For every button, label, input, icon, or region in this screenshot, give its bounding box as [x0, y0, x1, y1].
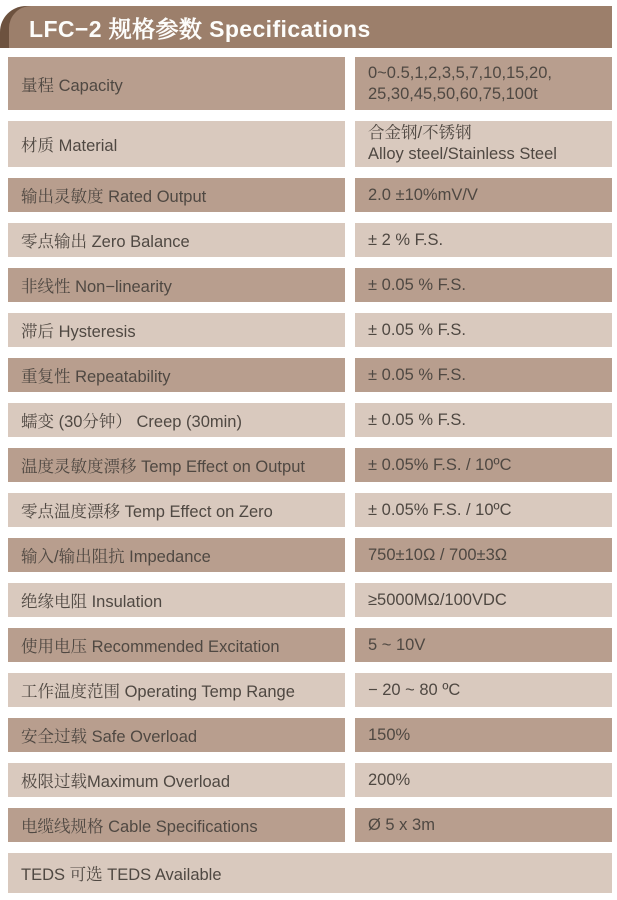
spec-label: 安全过载 Safe Overload: [8, 718, 345, 752]
spec-row-impedance: [8, 538, 612, 572]
spec-label: 输入/输出阻抗 Impedance: [8, 538, 345, 572]
spec-row-non-linearity: [8, 268, 612, 302]
spec-label: 极限过载Maximum Overload: [8, 763, 345, 797]
spec-label: TEDS 可选 TEDS Available: [8, 853, 612, 893]
spec-row-creep: [8, 403, 612, 437]
spec-value: [355, 358, 612, 392]
spec-value-line: ± 0.05 % F.S.: [368, 275, 467, 294]
spec-label: 蠕变 (30分钟） Creep (30min): [8, 403, 345, 437]
spec-label: 使用电压 Recommended Excitation: [8, 628, 345, 662]
spec-value-line: ± 0.05 % F.S.: [368, 365, 467, 384]
spec-value: [355, 403, 612, 437]
spec-value-line: Ø 5 x 3m: [368, 815, 435, 834]
spec-value-line: 2.0 ±10%mV/V: [368, 185, 478, 204]
spec-row-zero-balance: [8, 223, 612, 257]
spec-value: [355, 763, 612, 797]
spec-value-line: − 20 ~ 80 ºC: [368, 680, 461, 699]
spec-label: 重复性 Repeatability: [8, 358, 345, 392]
spec-label: 温度灵敏度漂移 Temp Effect on Output: [8, 448, 345, 482]
spec-row-operating-temp: [8, 673, 612, 707]
spec-value-line: ≥5000MΩ/100VDC: [368, 590, 507, 609]
spec-row-capacity: [8, 57, 612, 110]
spec-label: 量程 Capacity: [8, 57, 345, 110]
spec-value-line: 150%: [368, 725, 411, 744]
spec-row-temp-effect-zero: [8, 493, 612, 527]
spec-row-insulation: [8, 583, 612, 617]
spec-value-line: ± 0.05 % F.S.: [368, 410, 467, 429]
spec-value: [355, 673, 612, 707]
spec-value: [355, 178, 612, 212]
spec-row-temp-effect-output: [8, 448, 612, 482]
spec-value: [355, 808, 612, 842]
spec-value-line: 200%: [368, 770, 411, 789]
spec-row-safe-overload: [8, 718, 612, 752]
spec-label: 电缆线规格 Cable Specifications: [8, 808, 345, 842]
spec-value: [355, 583, 612, 617]
specifications-table: [8, 57, 612, 893]
spec-label: 工作温度范围 Operating Temp Range: [8, 673, 345, 707]
spec-value: [355, 223, 612, 257]
spec-row-repeatability: [8, 358, 612, 392]
spec-value-line: 25,30,45,50,60,75,100t: [368, 84, 538, 103]
spec-value-line: 750±10Ω / 700±3Ω: [368, 545, 508, 564]
spec-row-teds: [8, 853, 612, 893]
spec-value-line: ± 2 % F.S.: [368, 230, 444, 249]
spec-label: 绝缘电阻 Insulation: [8, 583, 345, 617]
spec-label: 输出灵敏度 Rated Output: [8, 178, 345, 212]
spec-label: 材质 Material: [8, 121, 345, 167]
spec-value-line: 合金钢/不锈钢: [368, 124, 472, 142]
spec-value: [355, 718, 612, 752]
spec-row-hysteresis: [8, 313, 612, 347]
spec-label: 滞后 Hysteresis: [8, 313, 345, 347]
spec-value-line: ± 0.05% F.S. / 10ºC: [368, 500, 512, 519]
spec-value-line: ± 0.05% F.S. / 10ºC: [368, 455, 512, 474]
spec-value-line: Alloy steel/Stainless Steel: [368, 145, 557, 163]
spec-row-material: [8, 121, 612, 167]
spec-value-line: 0~0.5,1,2,3,5,7,10,15,20,: [368, 63, 552, 82]
spec-value: [355, 313, 612, 347]
spec-label: 非线性 Non−linearity: [8, 268, 345, 302]
spec-row-max-overload: [8, 763, 612, 797]
spec-label: 零点温度漂移 Temp Effect on Zero: [8, 493, 345, 527]
spec-value: [355, 268, 612, 302]
page-title: LFC−2 规格参数 Specifications: [29, 15, 371, 42]
spec-row-excitation: [8, 628, 612, 662]
header-accent-bar: [0, 6, 612, 48]
spec-row-rated-output: [8, 178, 612, 212]
header-bar: [9, 6, 612, 48]
spec-label: 零点输出 Zero Balance: [8, 223, 345, 257]
spec-value: [355, 448, 612, 482]
spec-value: [355, 57, 612, 110]
spec-value: [355, 493, 612, 527]
spec-row-cable: [8, 808, 612, 842]
spec-value: [355, 538, 612, 572]
spec-value-line: 5 ~ 10V: [368, 635, 426, 654]
spec-value: [355, 121, 612, 167]
spec-value-line: ± 0.05 % F.S.: [368, 320, 467, 339]
spec-value: [355, 628, 612, 662]
